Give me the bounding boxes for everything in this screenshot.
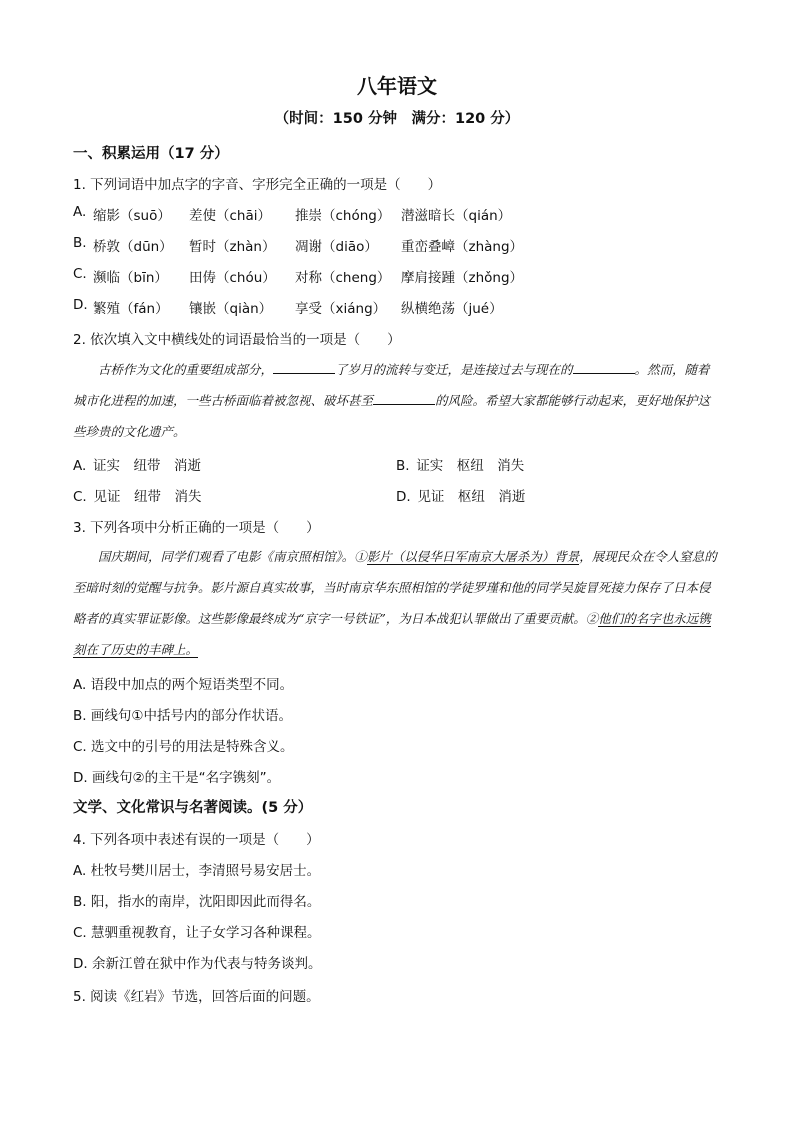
option-item: 暂时（zhàn）: [189, 239, 276, 255]
section-heading-literature: 文学、文化常识与名著阅读。(5 分）: [73, 800, 313, 816]
option-item: 纵横绝荡（jué）: [401, 301, 503, 317]
q1-option-d: [73, 297, 723, 315]
option-label: A.: [73, 204, 87, 220]
q2-options-row-1: [73, 454, 723, 472]
underlined-sentence-1: 影片（以侵华日军南京大屠杀为）背景: [366, 549, 580, 564]
q2-option-a: A. 证实 纽带 消逝: [73, 458, 202, 474]
q3-passage: 国庆期间，同学们观看了电影《南京照相馆》。①影片（以侵华日军南京大屠杀为）背景，展现民众在令人窒息的至暗时刻的觉醒与抗争。影片源自真实故事，当时南京华东照相馆的学徒罗瑾和他的同学吴旋冒死接力保存了日本侵略者的真实罪证影像。这些影像最终成为“京字一号铁证”，为日本战犯认罪做出了重要贡献。②他们的名字也永远镌刻在了历史的丰碑上。: [73, 549, 717, 657]
question-1-stem: 1. 下列词语中加点字的字音、字形完全正确的一项是（ ）: [73, 177, 442, 193]
option-label: B.: [73, 235, 87, 251]
question-2-stem: 2. 依次填入文中横线处的词语最恰当的一项是（ ）: [73, 332, 401, 348]
option-label: C.: [73, 266, 87, 282]
option-item: 对称（cheng）: [295, 270, 391, 286]
q2-option-b: B. 证实 枢纽 消失: [396, 458, 525, 474]
option-item: 重峦叠嶂（zhàng）: [401, 239, 524, 255]
option-item: 推崇（chóng）: [295, 208, 391, 224]
option-item: 濒临（bīn）: [93, 270, 168, 286]
option-item: 差使（chāi）: [189, 208, 272, 224]
option-item: 繁殖（fán）: [93, 301, 169, 317]
exam-subtitle: （时间：150 分钟 满分：120 分）: [274, 111, 520, 127]
section-heading-accumulation: 一、积累运用（17 分）: [73, 146, 229, 162]
q2-option-d: D. 见证 枢纽 消逝: [396, 489, 526, 505]
question-4-stem: 4. 下列各项中表述有误的一项是（ ）: [73, 832, 320, 848]
q3-option-c: C. 选文中的引号的用法是特殊含义。: [73, 739, 294, 755]
underlined-sentence-2: 他们的名字也永远镌刻在了历史的丰碑上。: [73, 611, 711, 657]
exam-title: 八年语文: [357, 74, 437, 98]
fill-blank-2: [573, 361, 635, 374]
q3-option-d: D. 画线句②的主干是“名字镌刻”。: [73, 770, 281, 786]
q4-option-a: A. 杜牧号樊川居士，李清照号易安居士。: [73, 863, 321, 879]
question-3-stem: 3. 下列各项中分析正确的一项是（ ）: [73, 520, 320, 536]
q2-passage: 古桥作为文化的重要组成部分， 了岁月的流转与变迁，是连接过去与现在的 。然而，随着城市化进程的加速，一些古桥面临着被忽视、破坏甚至 的风险。希望大家都能够行动起来，更好地保护这些珍贵的文化遗产。: [73, 362, 711, 439]
question-5-stem: 5. 阅读《红岩》节选，回答后面的问题。: [73, 989, 320, 1005]
q3-option-b: B. 画线句①中括号内的部分作状语。: [73, 708, 292, 724]
option-item: 享受（xiáng）: [295, 301, 387, 317]
option-label: D.: [73, 297, 88, 313]
option-item: 缩影（suō）: [93, 208, 171, 224]
q4-option-b: B. 阳，指水的南岸，沈阳即因此而得名。: [73, 894, 321, 910]
q1-option-a: [73, 204, 723, 222]
option-item: 桥敦（dūn）: [93, 239, 173, 255]
option-item: 镶嵌（qiàn）: [189, 301, 273, 317]
q2-options-row-2: [73, 485, 723, 503]
q4-option-c: C. 慧驷重视教育，让子女学习各种课程。: [73, 925, 321, 941]
option-item: 田俦（chóu）: [189, 270, 276, 286]
option-item: 凋谢（diāo）: [295, 239, 378, 255]
fill-blank-1: [273, 361, 335, 374]
q2-option-c: C. 见证 纽带 消失: [73, 489, 202, 505]
option-item: 潜滋暗长（qián）: [401, 208, 512, 224]
q1-option-c: [73, 266, 723, 284]
q3-option-a: A. 语段中加点的两个短语类型不同。: [73, 677, 294, 693]
option-item: 摩肩接踵（zhǒng）: [401, 270, 524, 286]
q4-option-d: D. 余新江曾在狱中作为代表与特务谈判。: [73, 956, 322, 972]
q1-option-b: [73, 235, 723, 253]
fill-blank-3: [373, 392, 435, 405]
